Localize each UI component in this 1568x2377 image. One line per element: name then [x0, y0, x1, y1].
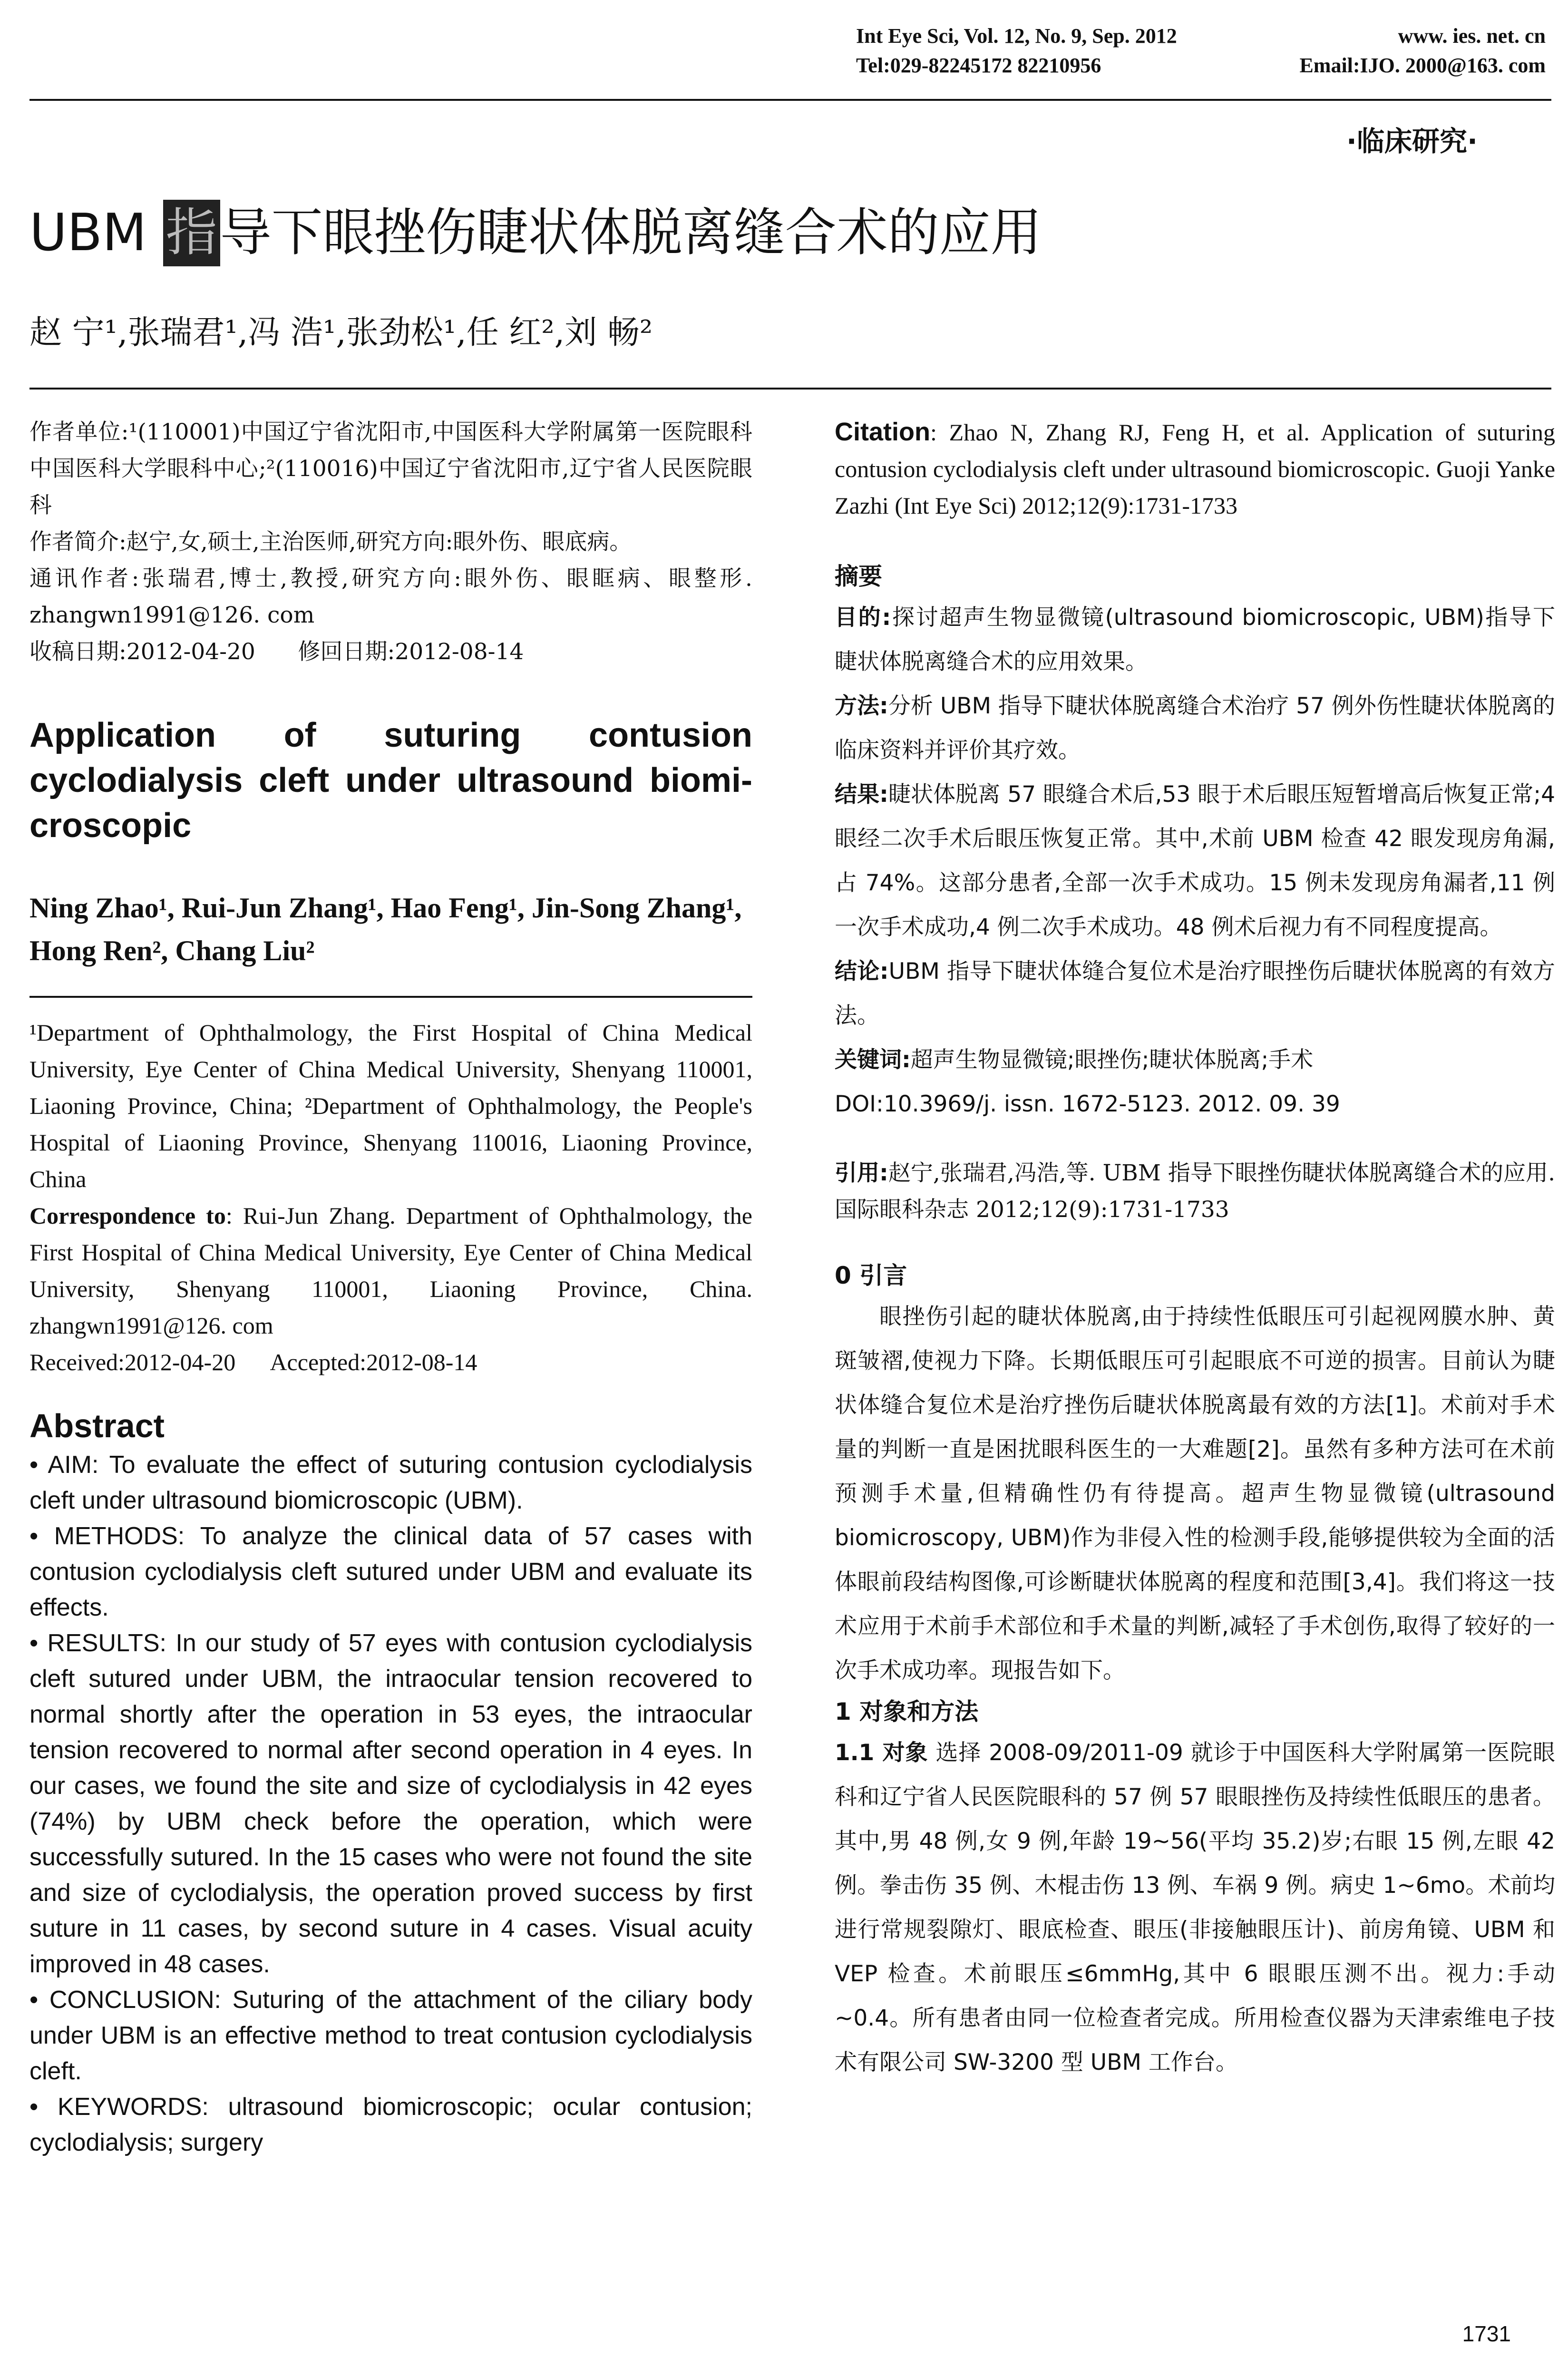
abstract-cn-methods	[835, 684, 1555, 772]
section-label: ·临床研究·	[1346, 125, 1478, 157]
abstract-cn-results	[835, 772, 1555, 949]
citation-label: Citation	[835, 418, 930, 446]
author-bio-cn: 作者简介:赵宁,女,硕士,主治医师,研究方向:眼外伤、眼底病。	[29, 529, 632, 555]
title-highlight: 指	[163, 200, 220, 266]
title-rest: 导下眼挫伤睫状体脱离缝合术的应用	[220, 203, 1042, 263]
intro-text: 眼挫伤引起的睫状体脱离,由于持续性低眼压可引起视网膜水肿、黄斑皱褶,使视力下降。长期低眼压可引起眼底不可逆的损害。目前认为睫状体缝合复位术是治疗挫伤后睫状体脱离最有效的方法[1]。术前对手术量的判断一直是困扰眼科医生的一大难题[2]。虽然有多种方法可在术前预测手术量,但精确性仍有待提高。超声生物显微镜(ultrasound biomicroscopy, UBM)作为非侵入性的检测手段,能够提供较为全面的活体眼前段结构图像,可诊断睫状体脱离的程度和范围[3,4]。我们将这一技术应用于术前手术部位和手术量的判断,减轻了手术创伤,取得了较好的一次手术成功率。现报告如下。	[835, 1304, 1555, 1684]
methods-cn-text: 分析 UBM 指导下睫状体脱离缝合术治疗 57 例外伤性睫状体脱离的临床资料并评价其疗效。	[835, 693, 1555, 763]
abstract-keywords: • KEYWORDS: ultrasound biomicroscopic; ocular contusion; cyclodialysis; surgery	[29, 2093, 752, 2156]
authors-cn: 赵 宁¹,张瑞君¹,冯 浩¹,张劲松¹,任 红²,刘 畅²	[29, 314, 653, 351]
journal-header	[856, 21, 1546, 80]
intro-heading: 0 引言	[835, 1262, 907, 1289]
conclusion-cn-text: UBM 指导下睫状体缝合复位术是治疗眼挫伤后睫状体脱离的有效方法。	[835, 958, 1555, 1029]
abstract-conclusion: • CONCLUSION: Suturing of the attachment of the ciliary body under UBM is an effective method to treat contusion cyclodialysis cleft.	[29, 1986, 752, 2085]
right-column	[835, 414, 1555, 2085]
subjects-paragraph	[835, 1731, 1555, 2085]
title-prefix: UBM	[29, 203, 163, 263]
conclusion-cn-label: 结论:	[835, 958, 889, 984]
subjects-text: 选择 2008-09/2011-09 就诊于中国医科大学附属第一医院眼科和辽宁省人民医院眼科的 57 例 57 眼眼挫伤及持续性低眼压的患者。其中,男 48 例,女 9 例,年龄 19~56(平均 35.2)岁;右眼 15 例,左眼 42 例。拳击伤 35 例、木棍击伤 13 例、车祸 9 例。病史 1~6mo。术前均进行常规裂隙灯、眼底检查、眼压(非接触眼压计)、前房角镜、UBM 和 VEP 检查。术前眼压≤6mmHg,其中 6 眼眼压测不出。视力:手动~0.4。所有患者由同一位检查者完成。所用检查仪器为天津索维电子技术有限公司 SW-3200 型 UBM 工作台。	[835, 1740, 1556, 2075]
affiliation-en: ¹Department of Ophthalmology, the First Hospital of China Medical University, Eye Center of China Medical University, Shenyang 110001, Liaoning Province, China; ²Department of Ophthalmology, the People's Hospital of Liaoning Province, Shenyang 110016, Liaoning Province, China	[29, 1019, 752, 1192]
abstract-cn-aim	[835, 595, 1555, 684]
journal-website[interactable]: www. ies. net. cn	[1398, 24, 1546, 48]
abstract-cn-keywords	[835, 1038, 1555, 1082]
citation-cn	[835, 1155, 1555, 1228]
methods-heading: 1 对象和方法	[835, 1698, 979, 1725]
methods-cn-label: 方法:	[835, 693, 888, 719]
corr-text: : Rui-Jun Zhang. Department of Ophthalmology, the First Hospital of China Medical University, Eye Center of China Medical University, Shenyang 110001, Liaoning Province, China. zhangwn1991@126. com	[29, 1202, 753, 1339]
abstract-cn-conclusion	[835, 949, 1555, 1038]
doi[interactable]: DOI:10.3969/j. issn. 1672-5123. 2012. 09. 39	[835, 1091, 1340, 1117]
results-cn-label: 结果:	[835, 781, 888, 808]
abstract-cn-heading: 摘要	[835, 563, 882, 590]
header-rule	[29, 99, 1551, 101]
journal-tel: Tel:029-82245172 82210956	[856, 54, 1101, 77]
abstract-aim: • AIM: To evaluate the effect of suturing contusion cyclodialysis cleft under ultrasound biomicroscopic (UBM).	[29, 1451, 752, 1514]
journal-email[interactable]: Email:IJO. 2000@163. com	[1299, 54, 1546, 77]
english-title: Application of suturing contusion cyclodialysis cleft under ultrasound biomi-croscopic	[29, 716, 752, 845]
keywords-cn-label: 关键词:	[835, 1047, 911, 1073]
corr-label: Correspondence to	[29, 1202, 226, 1229]
cite-cn-text: 赵宁,张瑞君,冯浩,等. UBM 指导下眼挫伤睫状体脱离缝合术的应用. 国际眼科杂志 2012;12(9):1731-1733	[835, 1160, 1556, 1223]
title-rule	[29, 388, 1551, 390]
cite-cn-label: 引用:	[835, 1160, 888, 1186]
results-cn-text: 睫状体脱离 57 眼缝合术后,53 眼于术后眼压短暂增高后恢复正常;4 眼经二次手术后眼压恢复正常。其中,术前 UBM 检查 42 眼发现房角漏,占 74%。这部分患者,全部一次手术成功。15 例未发现房角漏者,11 例一次手术成功,4 例二次手术成功。48 例术后视力有不同程度提高。	[835, 781, 1556, 940]
citation-en	[835, 414, 1555, 524]
subjects-label: 1.1 对象	[835, 1740, 928, 1766]
aim-cn-label: 目的:	[835, 604, 891, 631]
affil-rule	[29, 996, 752, 998]
correspondence-en	[29, 1198, 752, 1344]
dates-cn: 收稿日期:2012-04-20 修回日期:2012-08-14	[29, 639, 524, 665]
journal-info: Int Eye Sci, Vol. 12, No. 9, Sep. 2012	[856, 24, 1177, 48]
aim-cn-text: 探讨超声生物显微镜(ultrasound biomicroscopic, UBM)指导下睫状体脱离缝合术的应用效果。	[835, 604, 1556, 675]
authors-en: Ning Zhao¹, Rui-Jun Zhang¹, Hao Feng¹, Jin-Song Zhang¹, Hong Ren², Chang Liu²	[29, 892, 742, 966]
paper-title	[29, 200, 1042, 266]
left-column	[29, 414, 752, 2161]
citation-text: : Zhao N, Zhang RJ, Feng H, et al. Application of suturing contusion cyclodialysis cleft under ultrasound biomicroscopic. Guoji Yanke Zazhi (Int Eye Sci) 2012;12(9):1731-1733	[835, 419, 1556, 519]
received-en: Received:2012-04-20 Accepted:2012-08-14	[29, 1349, 477, 1375]
keywords-cn-text: 超声生物显微镜;眼挫伤;睫状体脱离;手术	[910, 1047, 1314, 1073]
correspondence-cn: 通讯作者:张瑞君,博士,教授,研究方向:眼外伤、眼眶病、眼整形. zhangwn1991@126. com	[29, 565, 752, 628]
abstract-methods: • METHODS: To analyze the clinical data of 57 cases with contusion cyclodialysis cleft sutured under UBM and evaluate its effects.	[29, 1522, 752, 1621]
page-number: 1731	[1462, 2321, 1511, 2346]
abstract-results: • RESULTS: In our study of 57 eyes with contusion cyclodialysis cleft sutured under UBM, the intraocular tension recovered to normal shortly after the operation in 53 eyes, the intraocular tension recovered to normal after second operation in 4 eyes. In our cases, we found the site and size of cyclodialysis in 42 eyes (74%) by UBM check before the operation, which were successfully sutured. In the 15 cases who were not found the site and size of cyclodialysis, the operation proved success by first suture in 11 cases, by second suture in 4 cases. Visual acuity improved in 48 cases.	[29, 1629, 752, 1978]
abstract-heading: Abstract	[29, 1407, 165, 1444]
affiliation-cn: 作者单位:¹(110001)中国辽宁省沈阳市,中国医科大学附属第一医院眼科 中国医科大学眼科中心;²(110016)中国辽宁省沈阳市,辽宁省人民医院眼科	[29, 419, 752, 518]
